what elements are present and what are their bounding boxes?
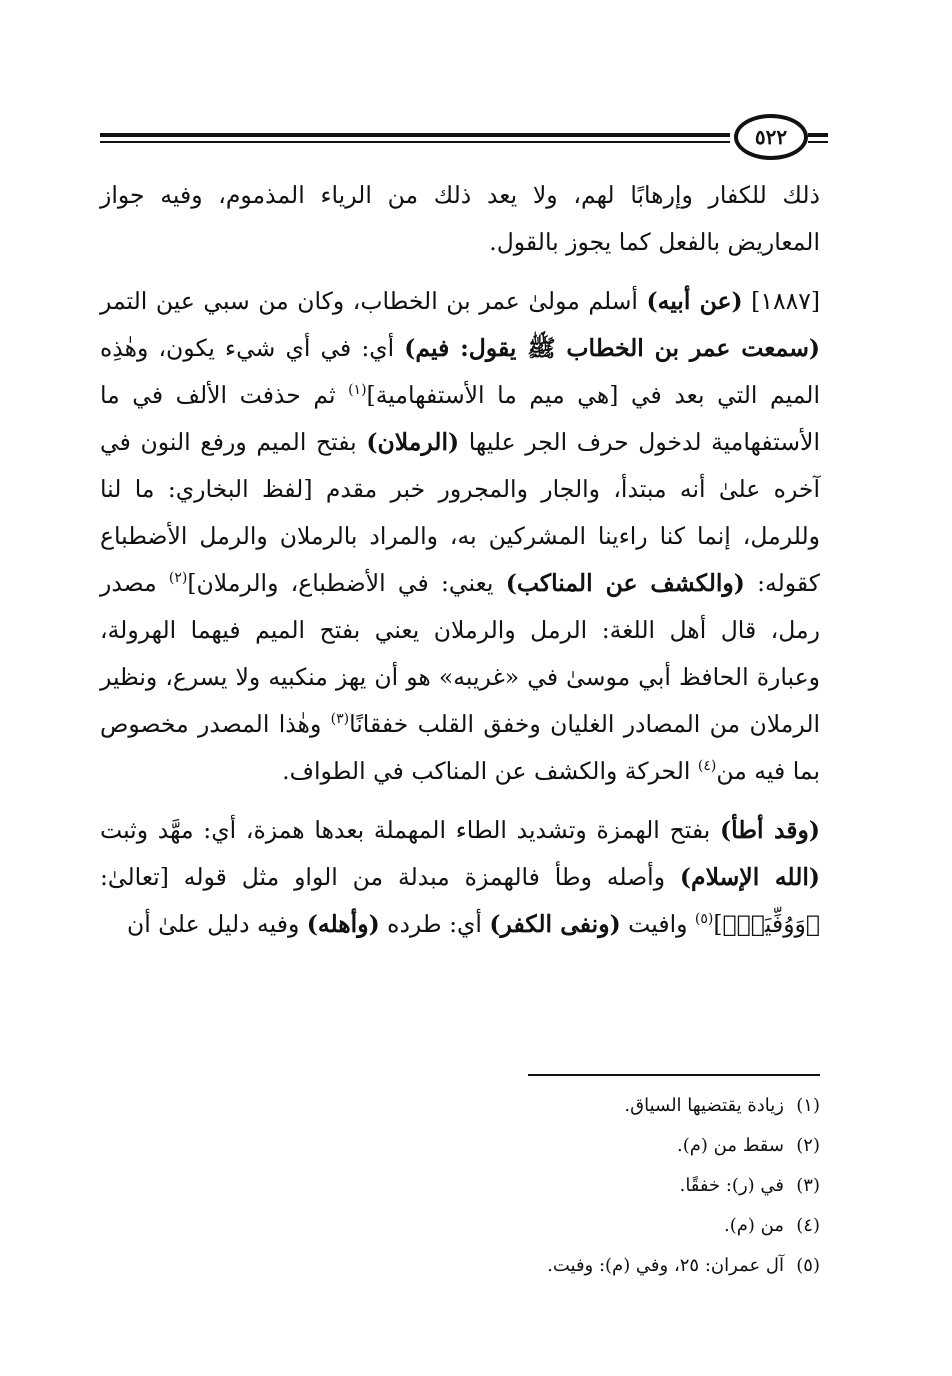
footnote-text: من (م). [724,1215,784,1236]
paragraph [100,278,820,795]
paragraph [100,807,820,948]
bold-phrase: (عن أبيه) [646,287,743,315]
bold-phrase: (سمعت عمر بن الخطاب ﷺ يقول: فيم) [404,334,821,362]
footnote-ref: (٣) [330,711,350,728]
bold-phrase: (وقد أطأ) [720,816,820,844]
footnote-item [100,1206,820,1246]
footnote-item [100,1086,820,1126]
text-run: وأصله وطأ فالهمزة مبدلة من الواو مثل قوله [تعالىٰ: ﴿وَوُفِّيَتۡ﴾] [100,863,820,938]
footnote-ref: (٥) [694,911,714,928]
header-rule-right [808,133,828,137]
bold-phrase: (والكشف عن المناكب) [505,569,745,597]
text-run: بفتح الهمزة وتشديد الطاء المهملة بعدها همزة، أي: مهَّد وثبت [100,816,720,844]
footnote-text: في (ر): خفقًا. [679,1175,784,1196]
header-rule-thin [100,141,730,143]
footnote-item [100,1166,820,1206]
text-run: أسلم مولىٰ عمر بن الخطاب، وكان من سبي عين التمر [100,287,647,315]
paragraph [100,172,820,266]
header-rule-thick [100,133,730,137]
footnote-number: (٥) [796,1255,820,1276]
text-run: وهٰذا المصدر مخصوص بما فيه من [100,710,820,785]
footnote-item [100,1246,820,1286]
text-run: أي: في أي شيء يكون، وهٰذِه الميم التي بعد في [هي ميم ما الأستفهامية] [100,334,820,409]
footnote-number: (٣) [796,1175,820,1196]
footnote-text: آل عمران: ٢٥، وفي (م): وفيت. [547,1255,784,1276]
header-rule-right-thin [808,141,828,143]
footnote-number: (١) [796,1095,820,1116]
bold-phrase: (الله الإسلام) [679,863,820,891]
footnote-number: (٢) [796,1135,820,1156]
page-header [100,114,828,166]
text-run: وافيت [620,910,695,938]
body-text [100,172,820,948]
bold-phrase: (ونفى الكفر) [489,910,621,938]
bold-phrase: (الرملان) [366,428,460,456]
text-run: يعني: في الأضطباع، والرملان] [187,569,506,597]
footnote-ref: (١) [348,382,367,399]
footnote-text: سقط من (م). [677,1135,784,1156]
footnote-separator [528,1074,820,1076]
text-run: ثم حذفت الألف في ما الأستفهامية لدخول حرف الجر عليها [100,381,820,456]
text-run: أي: طرده [379,910,490,938]
footnote-number: (٤) [796,1215,820,1236]
footnote-text: زيادة يقتضيها السياق. [624,1095,784,1116]
text-run: ذلك للكفار وإرهابًا لهم، ولا يعد ذلك من الرياء المذموم، وفيه جواز المعاريض بالفعل كما يجوز بالقول. [100,181,820,256]
footnote-item [100,1126,820,1166]
text-run: مصدر رمل، قال أهل اللغة: الرمل والرملان يعني بفتح الميم فيهما الهرولة، وعبارة الحافظ أبي موسىٰ في «غريبه» هو أن يهز منكبيه ولا يسرع، ونظير الرملان من المصادر الغليان وخفق القلب خفقانًا [100,569,821,738]
footnotes [100,1086,820,1286]
page-number: ٥٢٢ [734,114,808,160]
footnote-ref: (٤) [697,758,717,775]
text-run: الحركة والكشف عن المناكب في الطواف. [282,757,698,785]
text-run: [١٨٨٧] [742,287,821,315]
bold-phrase: (وأهله) [306,910,380,938]
footnote-ref: (٢) [168,570,188,587]
text-run: بفتح الميم ورفع النون في آخره علىٰ أنه مبتدأ، والجار والمجرور خبر مقدم [لفظ البخاري: ما لنا وللرمل، إنما كنا راءينا المشركين به، والمراد بالرملان والرمل الأضطباع كقوله: [100,428,820,597]
text-run: وفيه دليل علىٰ أن [126,910,307,938]
